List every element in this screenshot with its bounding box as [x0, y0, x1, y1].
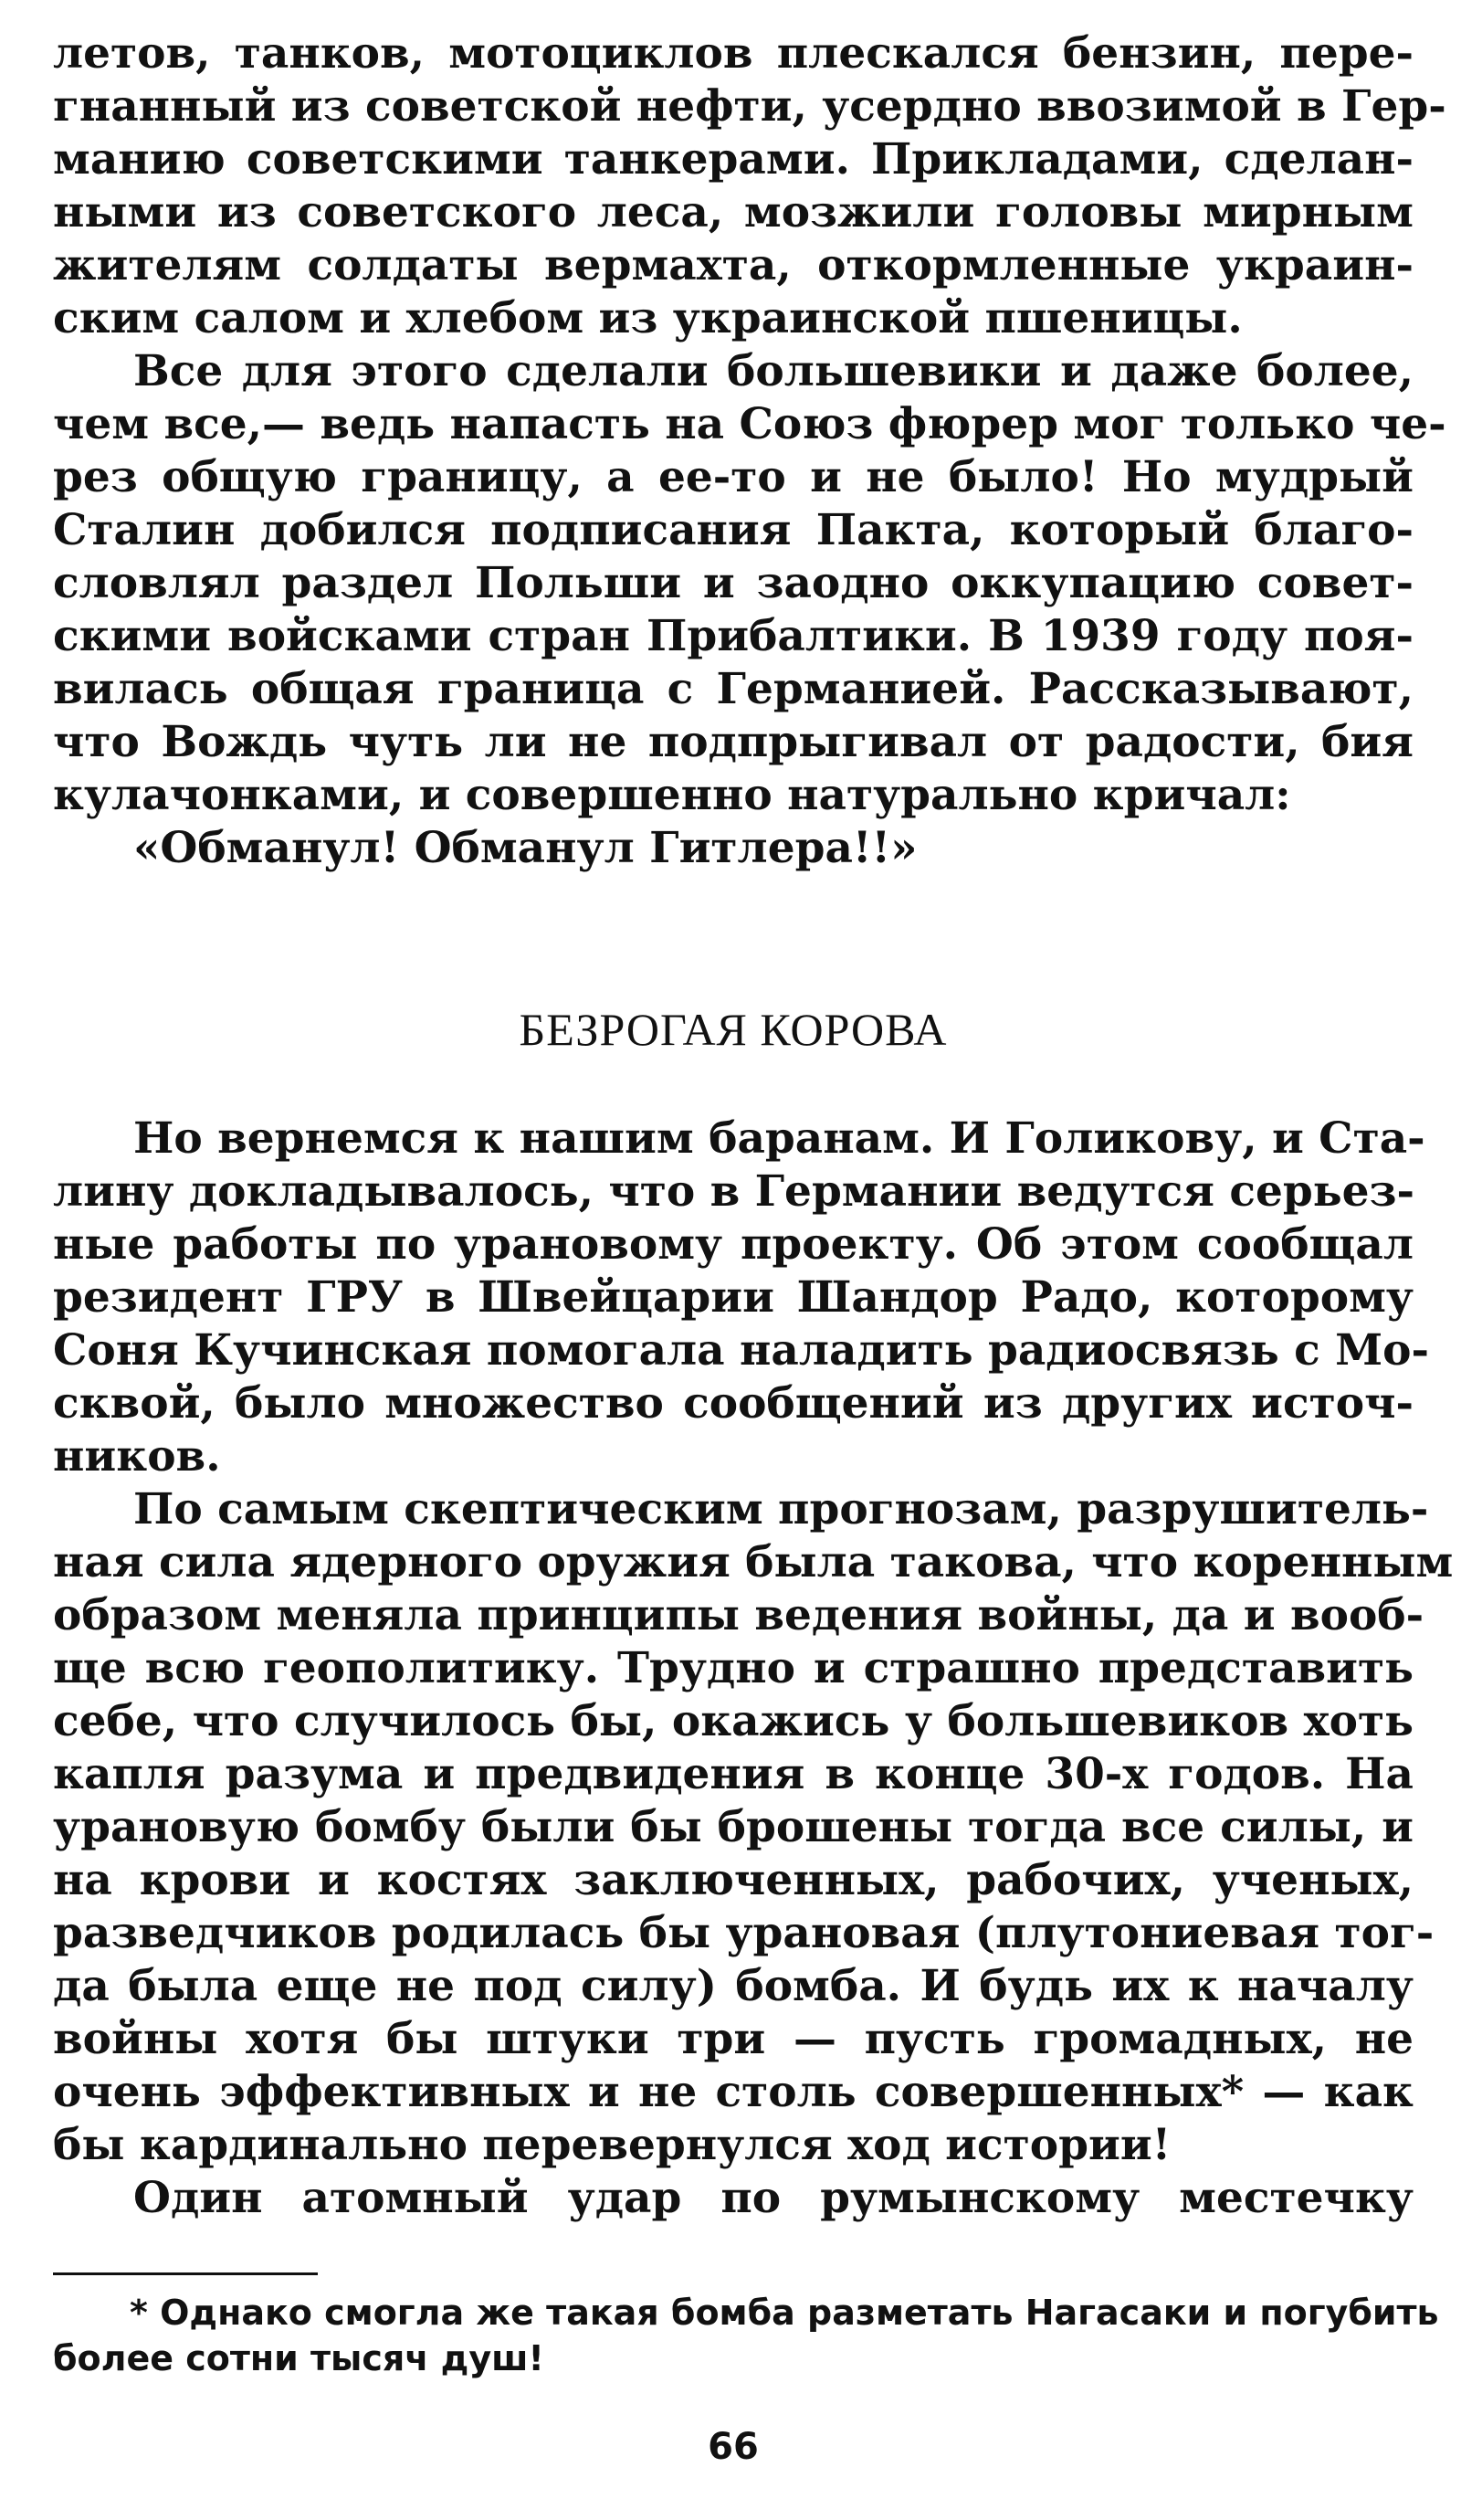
text-line: чем все,— ведь напасть на Союз фюрер мог только че- — [53, 399, 1446, 449]
text-line: разведчиков родилась бы урановая (плутониевая тог- — [53, 1908, 1435, 1958]
text-line: скими войсками стран Прибалтики. В 1939 году поя- — [53, 611, 1414, 661]
page-number: 66 — [708, 2426, 759, 2468]
text-line: очень эффективных и не столь совершенных* — как — [53, 2067, 1414, 2117]
text-line: войны хотя бы штуки три — пусть громадных, не — [53, 2014, 1414, 2064]
book-page — [53, 27, 1454, 2494]
text-line: капля разума и предвидения в конце 30-х годов. На — [53, 1749, 1414, 1799]
text-line: Соня Кучинская помогала наладить радиосвязь с Мо- — [53, 1325, 1429, 1376]
text-line: Сталин добился подписания Пакта, который благо- — [53, 505, 1414, 555]
text-line: кулачонками, и совершенно натурально кричал: — [53, 770, 1291, 820]
paragraph-2 — [53, 345, 1446, 822]
text-line: рез общую границу, а ее-то и не было! Но мудрый — [53, 452, 1414, 502]
quote-line: «Обманул! Обманул Гитлера!!» — [133, 823, 918, 873]
section-heading: БЕЗРОГАЯ КОРОВА — [519, 1004, 948, 1055]
text-line: ная сила ядерного оружия была такова, что коренным — [53, 1537, 1454, 1587]
text-line: сквой, было множество сообщений из других источ- — [53, 1378, 1414, 1429]
footnote-line: * Однако смогла же такая бомба разметать Нагасаки и погубить — [130, 2293, 1439, 2333]
text-line: на крови и костях заключенных, рабочих, ученых, — [53, 1855, 1414, 1905]
text-line: ные работы по урановому проекту. Об этом сообщал — [53, 1219, 1414, 1270]
paragraph-5 — [53, 2172, 1414, 2225]
text-line: образом меняла принципы ведения войны, да и вооб- — [53, 1590, 1424, 1640]
text-line: Один атомный удар по румынскому местечку — [133, 2173, 1414, 2223]
text-line: гнанный из советской нефти, усердно ввозимой в Гер- — [53, 81, 1446, 132]
quote-paragraph — [53, 822, 1414, 875]
text-line: ников. — [53, 1431, 221, 1481]
text-line: урановую бомбу были бы брошены тогда все силы, и — [53, 1802, 1414, 1852]
text-line: ским салом и хлебом из украинской пшеницы. — [53, 293, 1243, 343]
text-line: лину докладывалось, что в Германии ведутся серьез- — [53, 1166, 1415, 1217]
text-line: летов, танков, мотоциклов плескался бензин, пере- — [53, 28, 1414, 79]
text-line: жителям солдаты вермахта, откормленные украин- — [53, 240, 1414, 290]
text-line: Все для этого сделали большевики и даже более, — [133, 346, 1414, 396]
text-line: что Вождь чуть ли не подпрыгивал от радости, бия — [53, 717, 1414, 767]
text-line: Но вернемся к нашим баранам. И Голикову, и Ста- — [133, 1113, 1425, 1164]
footnote — [53, 2290, 1439, 2381]
paragraph-3 — [53, 1112, 1429, 1483]
text-line: манию советскими танкерами. Прикладами, сделан- — [53, 134, 1414, 185]
text-line: По самым скептическим прогнозам, разрушитель- — [133, 1484, 1429, 1534]
text-line: бы кардинально перевернулся ход истории! — [53, 2120, 1172, 2170]
text-line: ще всю геополитику. Трудно и страшно представить — [53, 1643, 1414, 1693]
text-line: вилась общая граница с Германией. Рассказывают, — [53, 664, 1414, 714]
text-line: да была еще не под силу) бомба. И будь их к началу — [53, 1961, 1414, 2011]
paragraph-4 — [53, 1483, 1454, 2172]
main-text — [53, 27, 1454, 2225]
text-line: словлял раздел Польши и заодно оккупацию совет- — [53, 558, 1414, 608]
text-line: резидент ГРУ в Швейцарии Шандор Радо, которому — [53, 1272, 1414, 1323]
footnote-line: более сотни тысяч душ! — [53, 2338, 544, 2378]
paragraph-1 — [53, 27, 1446, 345]
text-line: себе, что случилось бы, окажись у большевиков хоть — [53, 1696, 1414, 1746]
footnote-divider — [53, 2272, 318, 2275]
text-line: ными из советского леса, мозжили головы мирным — [53, 187, 1414, 237]
